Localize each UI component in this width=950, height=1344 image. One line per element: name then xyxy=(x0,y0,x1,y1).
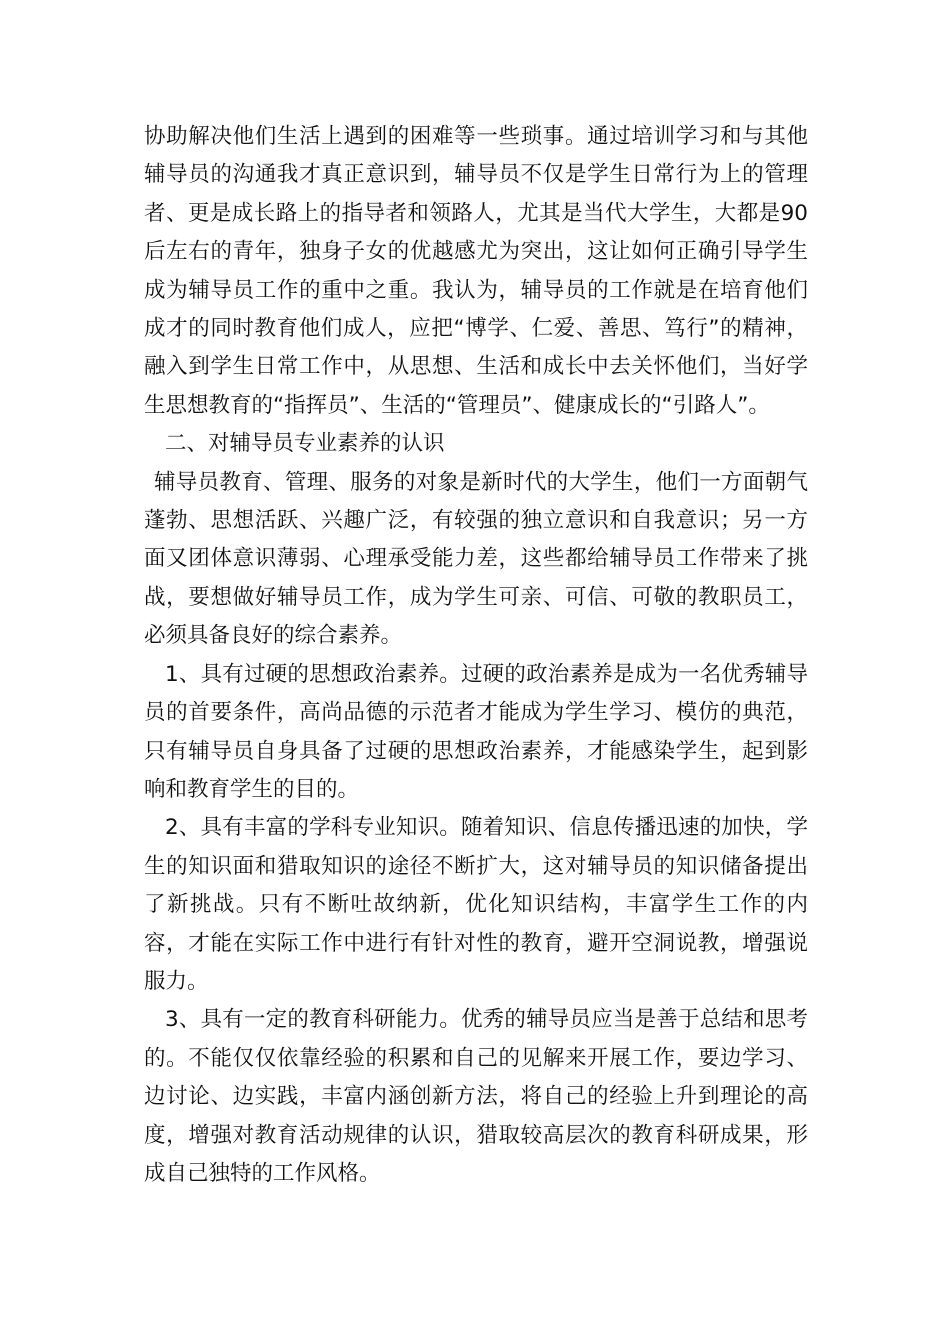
paragraph-research-ability: 3、具有一定的教育科研能力。优秀的辅导员应当是善于总结和思考的。不能仅仅依靠经验的积累和自己的见解来开展工作，要边学习、边讨论、边实践，丰富内涵创新方法，将自己的经验上升到理论的高度，增强对教育活动规律的认识，猎取较高层次的教育科研成果，形成自己独特的工作风格。 xyxy=(144,1007,808,1186)
document-body xyxy=(144,118,808,1193)
paragraph-political-quality: 1、具有过硬的思想政治素养。过硬的政治素养是成为一名优秀辅导员的首要条件，高尚品德的示范者才能成为学生学习、模仿的典范，只有辅导员自身具备了过硬的思想政治素养，才能感染学生，起到影响和教育学生的目的。 xyxy=(144,661,808,802)
section-heading-professional-quality: 二、对辅导员专业素养的认识 xyxy=(165,431,445,457)
paragraph-students-and-quality: 辅导员教育、管理、服务的对象是新时代的大学生，他们一方面朝气蓬勃、思想活跃、兴趣广泛，有较强的独立意识和自我意识；另一方面又团体意识薄弱、心理承受能力差，这些都给辅导员工作带来了挑战，要想做好辅导员工作，成为学生可亲、可信、可敬的教职员工，必须具备良好的综合素养。 xyxy=(144,469,808,649)
paragraph-subject-knowledge: 2、具有丰富的学科专业知识。随着知识、信息传播迅速的加快，学生的知识面和猎取知识的途径不断扩大，这对辅导员的知识储备提出了新挑战。只有不断吐故纳新，优化知识结构，丰富学生工作的内容，才能在实际工作中进行有针对性的教育，避开空洞说教，增强说服力。 xyxy=(144,815,808,994)
paragraph-counselor-role: 协助解决他们生活上遇到的困难等一些琐事。通过培训学习和与其他辅导员的沟通我才真正意识到，辅导员不仅是学生日常行为上的管理者、更是成长路上的指导者和领路人，尤其是当代大学生，大都是90后左右的青年，独身子女的优越感尤为突出，这让如何正确引导学生成为辅导员工作的重中之重。我认为，辅导员的工作就是在培育他们成才的同时教育他们成人，应把“博学、仁爱、善思、笃行”的精神，融入到学生日常工作中，从思想、生活和成长中去关怀他们，当好学生思想教育的“指挥员”、生活的“管理员”、健康成长的“引路人”。 xyxy=(144,124,808,418)
